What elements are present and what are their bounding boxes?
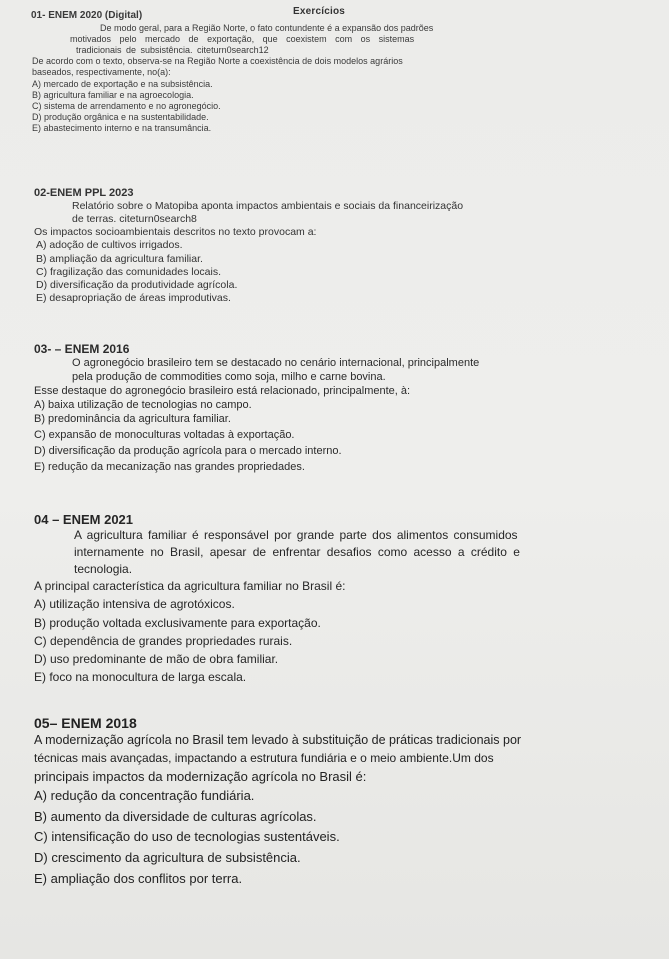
question-prompt-line: Esse destaque do agronegócio brasileiro está relacionado, principalmente, à: [34, 385, 411, 397]
question-header: 01- ENEM 2020 (Digital) [31, 10, 143, 21]
question-prompt-line: principais impactos da modernização agrícola no Brasil é: [34, 769, 367, 784]
question-stem-line: técnicas mais avançadas, impactando a estrutura fundiária e o meio ambiente.Um dos [34, 751, 494, 765]
question-stem-line: de terras. citeturn0search8 [72, 213, 197, 225]
question-stem-line: A modernização agrícola no Brasil tem levado à substituição de práticas tradicionais por [34, 733, 522, 747]
question-prompt-line: De acordo com o texto, observa-se na Região Norte a coexistência de dois modelos agrários [32, 56, 403, 66]
answer-option-e: E) ampliação dos conflitos por terra. [34, 871, 243, 886]
answer-option-e: E) desapropriação de áreas improdutivas. [36, 292, 231, 304]
question-stem-line: Relatório sobre o Matopiba aponta impactos ambientais e sociais da financeirização [72, 200, 464, 212]
answer-option-e: E) foco na monocultura de larga escala. [34, 670, 247, 684]
question-stem-line: tecnologia. [74, 562, 133, 576]
answer-option-d: D) crescimento da agricultura de subsistência. [34, 850, 301, 865]
answer-option-c: C) dependência de grandes propriedades rurais. [34, 634, 293, 648]
question-prompt-line: Os impactos socioambientais descritos no texto provocam a: [34, 226, 317, 238]
question-header: 05– ENEM 2018 [34, 715, 137, 731]
page-title: Exercícios [293, 6, 346, 17]
answer-option-c: C) sistema de arrendamento e no agronegócio. [32, 101, 221, 111]
question-stem-line: pela produção de commodities como soja, milho e carne bovina. [72, 371, 386, 383]
question-stem-line: De modo geral, para a Região Norte, o fato contundente é a expansão dos padrões [100, 23, 434, 33]
answer-option-b: B) ampliação da agricultura familiar. [36, 253, 203, 265]
answer-option-b: B) produção voltada exclusivamente para exportação. [34, 616, 321, 630]
question-stem-line: motivados pelo mercado de exportação, que coexistem com os sistemas [70, 34, 415, 44]
question-header: 03- – ENEM 2016 [34, 342, 130, 356]
answer-option-d: D) produção orgânica e na sustentabilidade. [32, 112, 209, 122]
question-stem-line: O agronegócio brasileiro tem se destacado no cenário internacional, principalmente [72, 357, 480, 369]
answer-option-a: A) redução da concentração fundiária. [34, 788, 255, 803]
question-stem-line: tradicionais de subsistência. citeturn0search12 [76, 45, 269, 55]
answer-option-c: C) fragilização das comunidades locais. [36, 266, 222, 278]
answer-option-a: A) adoção de cultivos irrigados. [36, 239, 183, 251]
answer-option-a: A) baixa utilização de tecnologias no campo. [34, 399, 252, 411]
question-stem-line: A agricultura familiar é responsável por grande parte dos alimentos consumidos [74, 528, 518, 542]
question-stem-line: internamente no Brasil, apesar de enfrentar desafios como acesso a crédito e [74, 545, 520, 559]
answer-option-c: C) expansão de monoculturas voltadas à exportação. [34, 429, 295, 441]
question-prompt-line: A principal característica da agricultura familiar no Brasil é: [34, 579, 346, 593]
answer-option-e: E) abastecimento interno e na transumância. [32, 123, 212, 133]
answer-option-b: B) predominância da agricultura familiar. [34, 413, 231, 425]
answer-option-c: C) intensificação do uso de tecnologias sustentáveis. [34, 829, 340, 844]
answer-option-b: B) agricultura familiar e na agroecologia. [32, 90, 194, 100]
answer-option-e: E) redução da mecanização nas grandes propriedades. [34, 461, 305, 473]
answer-option-d: D) diversificação da produção agrícola para o mercado interno. [34, 445, 342, 457]
question-prompt-line: baseados, respectivamente, no(a): [32, 67, 171, 77]
question-header: 04 – ENEM 2021 [34, 512, 134, 527]
answer-option-a: A) utilização intensiva de agrotóxicos. [34, 597, 235, 611]
question-header: 02-ENEM PPL 2023 [34, 187, 134, 199]
answer-option-d: D) uso predominante de mão de obra familiar. [34, 652, 279, 666]
answer-option-a: A) mercado de exportação e na subsistência. [32, 79, 213, 89]
answer-option-b: B) aumento da diversidade de culturas agrícolas. [34, 809, 317, 824]
answer-option-d: D) diversificação da produtividade agrícola. [36, 279, 238, 291]
